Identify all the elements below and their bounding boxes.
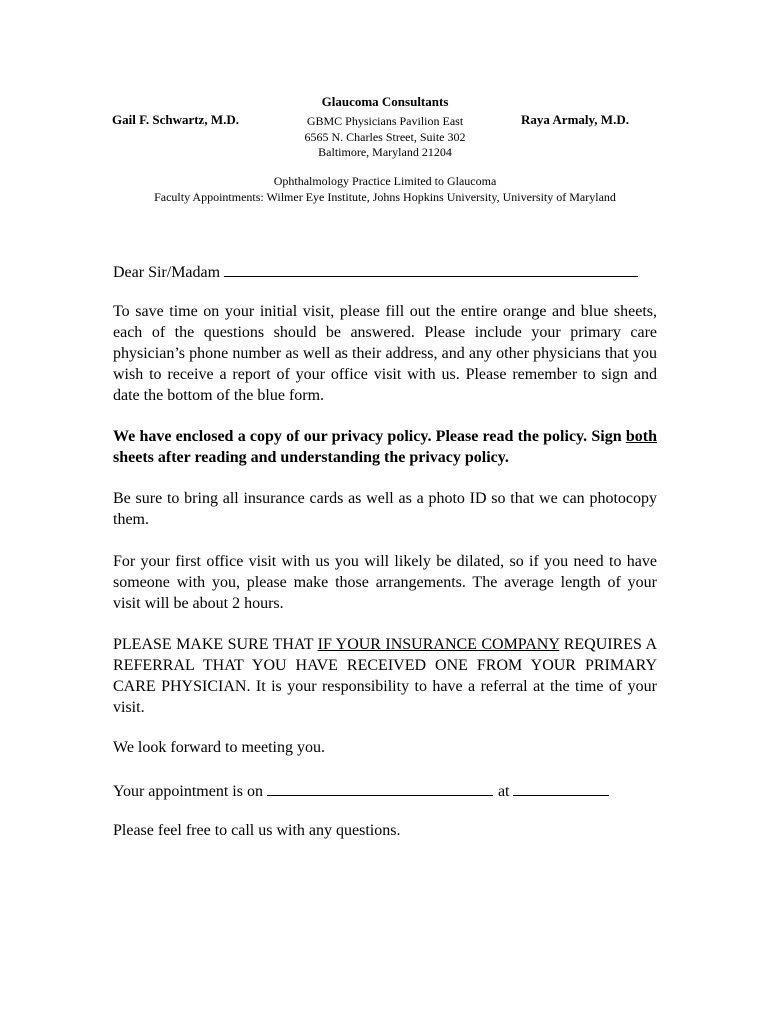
privacy-text-emphasis: both [625,428,657,445]
address-line-1: GBMC Physicians Pavilion East [306,114,464,128]
referral-text-emphasis: IF YOUR INSURANCE COMPANY [317,636,560,653]
appointment-date-field[interactable] [267,779,493,796]
referral-paragraph [113,634,657,718]
privacy-text-end: sheets after reading and understanding the privacy policy. [113,449,509,466]
referral-text-end: REQUIRES A REFERRAL THAT YOU HAVE RECEIVED ONE FROM YOUR PRIMARY CARE PHYSICIAN. It is your responsibility to have a referral at the time of your visit. [113,636,658,716]
salutation-line [113,260,657,283]
faculty-appointments: Faculty Appointments: Wilmer Eye Institute, Johns Hopkins University, University of Maryland [154,190,616,204]
organization-name: Glaucoma Consultants [321,94,449,109]
dilation-paragraph: For your first office visit with us you will likely be dilated, so if you need to have someone with you, please make those arrangements. The average length of your visit will be about 2 hours. [113,553,657,612]
appointment-time-field[interactable] [513,779,609,796]
address-line-3: Baltimore, Maryland 21204 [318,145,452,159]
instructions-paragraph: To save time on your initial visit, please fill out the entire orange and blue sheets, each of the questions should be answered. Please include your primary care physician’s phone number as well as their address, and any other physicians that you wish to receive a report of your office visit with us. Please remember to sign and date the bottom of the blue form. [113,303,657,404]
appointment-line [113,779,657,802]
practice-note: Ophthalmology Practice Limited to Glaucoma [273,174,497,188]
closing-paragraph: Please feel free to call us with any questions. [113,822,401,839]
doctor-left-name: Gail F. Schwartz, M.D. [112,112,239,127]
privacy-policy-paragraph [113,426,657,468]
letterhead [0,93,770,213]
doctor-right-name: Raya Armaly, M.D. [521,112,629,127]
privacy-text-start: We have enclosed a copy of our privacy policy. Please read the policy. Sign [113,428,626,445]
address-line-2: 6565 N. Charles Street, Suite 302 [304,130,466,144]
salutation-text: Dear Sir/Madam [113,264,221,281]
salutation-blank-field[interactable] [224,260,638,277]
meeting-paragraph: We look forward to meeting you. [113,739,325,756]
appointment-at-label: at [497,783,510,800]
referral-text-start: PLEASE MAKE SURE THAT [113,636,318,653]
insurance-cards-paragraph: Be sure to bring all insurance cards as well as a photo ID so that we can photocopy them. [113,490,657,528]
appointment-label: Your appointment is on [113,783,263,800]
